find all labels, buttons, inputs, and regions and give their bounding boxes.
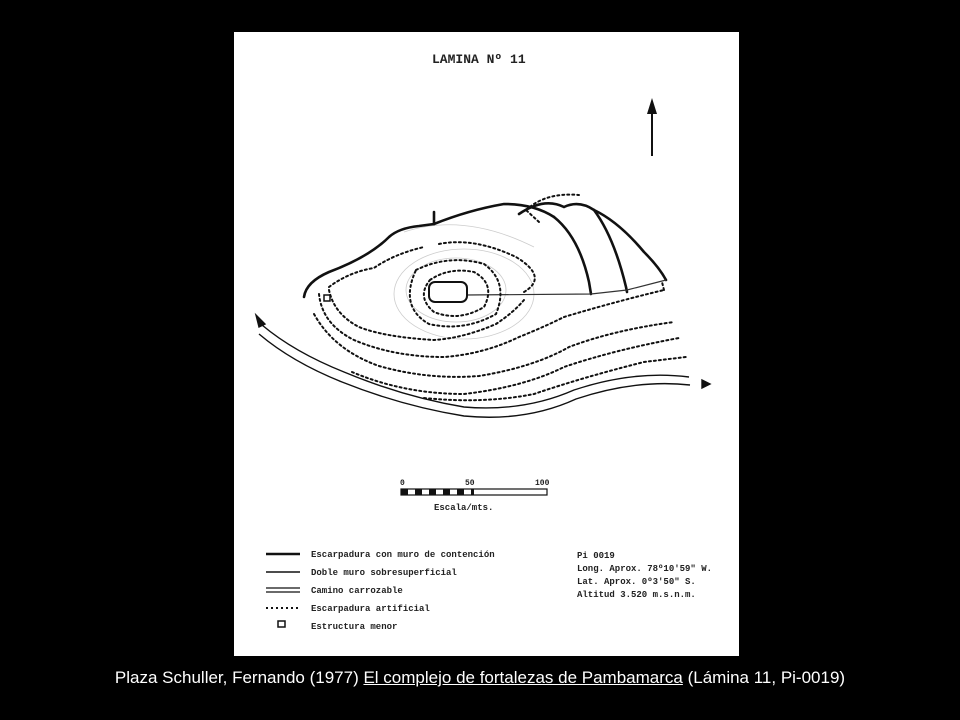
site-plan-drawing [234, 32, 739, 656]
map-sheet [234, 32, 739, 656]
citation-caption [0, 668, 960, 688]
caption-plate-reference: (Lámina 11, Pi-0019) [682, 668, 846, 687]
site-altitude: Altitud 3.520 m.s.n.m. [577, 590, 696, 600]
site-longitude: Long. Aprox. 78º10'59" W. [577, 564, 713, 574]
svg-text:100: 100 [535, 479, 550, 488]
legend-symbol-structure [278, 621, 285, 627]
legend-label-road: Camino carrozable [311, 586, 403, 596]
legend-label-structure: Estructura menor [311, 622, 398, 632]
scale-bar [400, 479, 550, 513]
minor-structure-small [324, 295, 330, 301]
sheet-title: LAMINA Nº 11 [432, 52, 526, 67]
artificial-escarpment-dotted [314, 195, 686, 401]
minor-structure-central [429, 282, 467, 302]
caption-author: Plaza Schuller, Fernando (1977) [114, 668, 364, 687]
legend-label-escarpment: Escarpadura artificial [311, 604, 430, 614]
scale-label: Escala/mts. [434, 503, 494, 513]
double-wall-lines [466, 280, 666, 295]
legend-label-wall: Escarpadura con muro de contención [311, 550, 495, 560]
legend [266, 550, 495, 632]
legend-label-double-wall: Doble muro sobresuperficial [311, 568, 457, 578]
site-latitude: Lat. Aprox. 0º3'50" S. [577, 577, 696, 587]
svg-text:50: 50 [465, 479, 475, 488]
north-arrow-icon [647, 98, 657, 156]
caption-book-title: El complejo de fortalezas de Pambamarca [363, 668, 683, 687]
site-code: Pi 0019 [577, 551, 615, 561]
site-info [577, 551, 712, 600]
svg-text:0: 0 [400, 479, 405, 488]
road-lines [256, 315, 710, 417]
